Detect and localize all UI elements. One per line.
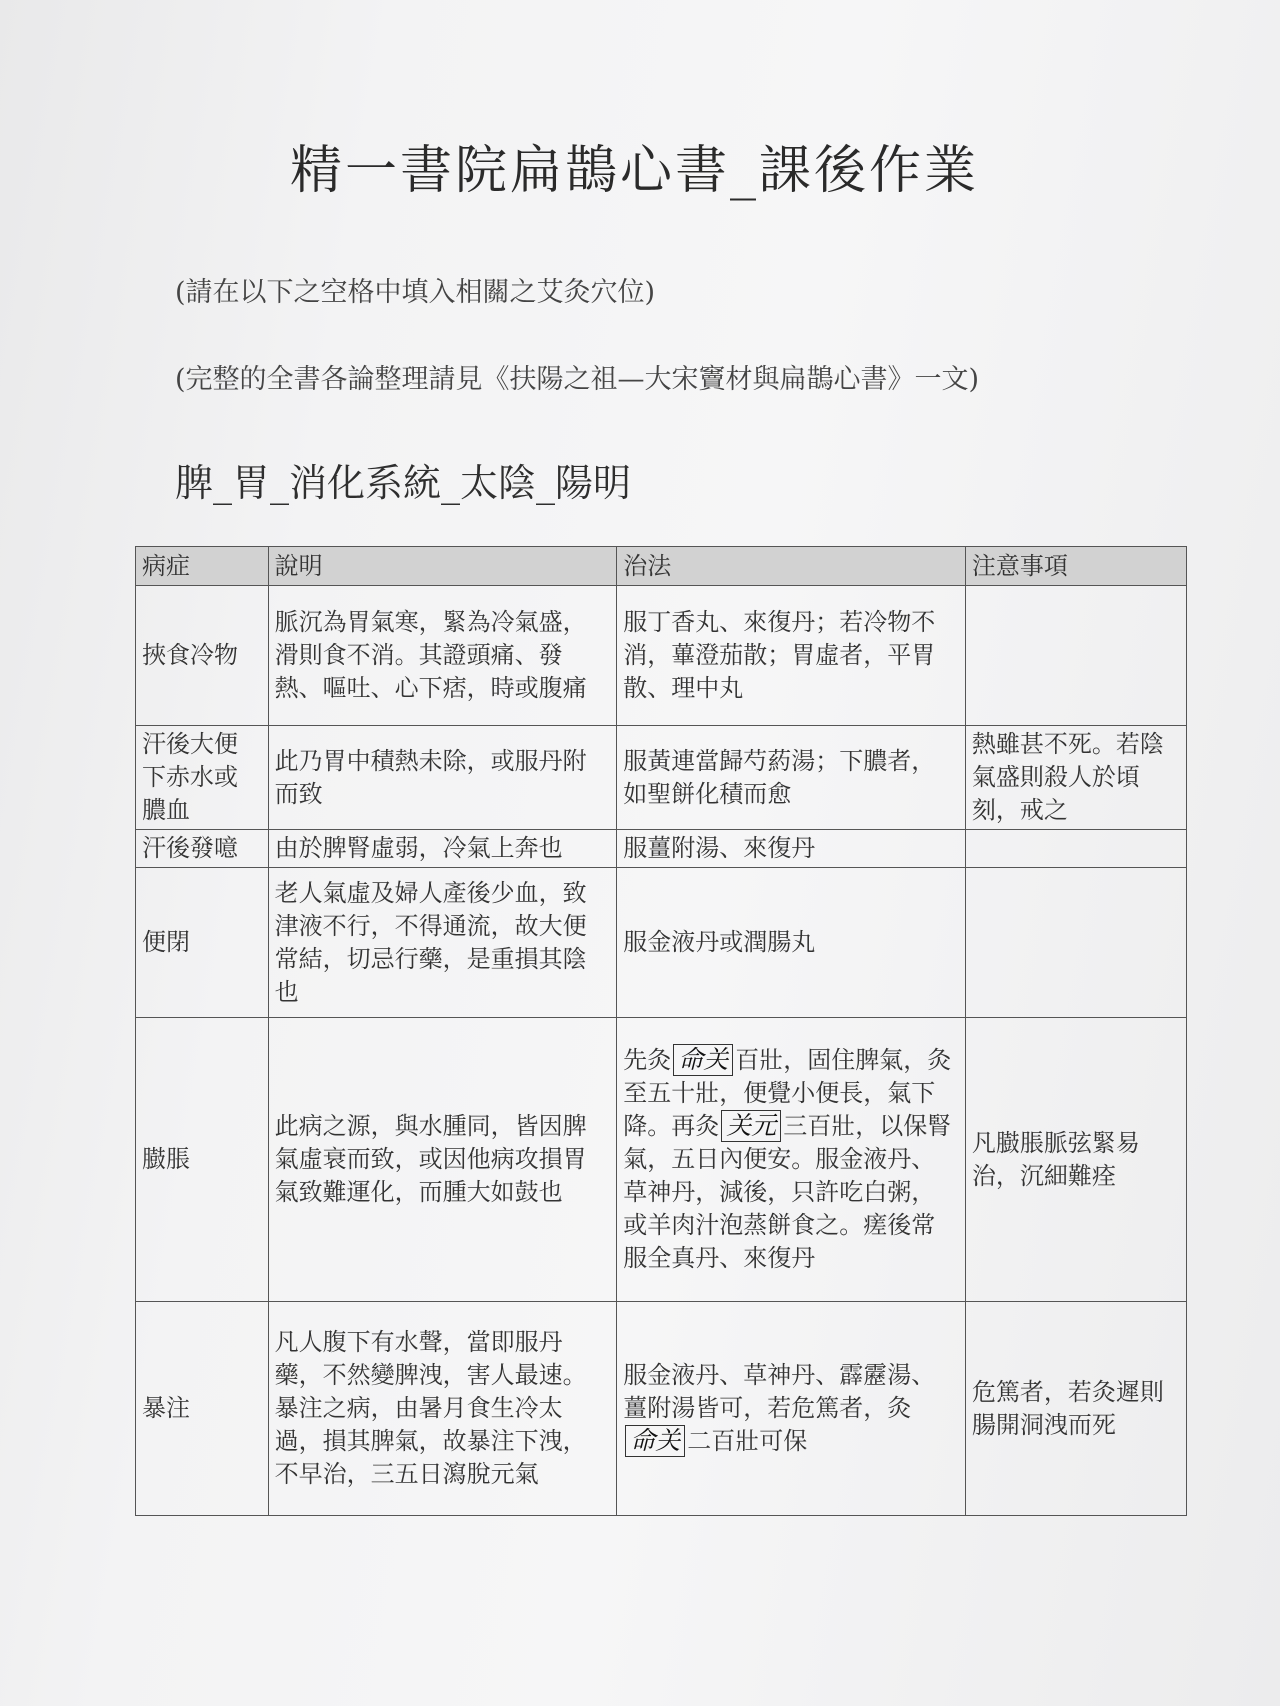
description-cell: 老人氣虛及婦人產後少血，致津液不行，不得通流，故大便常結，切忌行藥，是重損其陰也 (268, 868, 617, 1018)
treatment-cell: 服金液丹或潤腸丸 (617, 868, 966, 1018)
description-cell: 此病之源，與水腫同，皆因脾氣虛衰而致，或因他病攻損胃氣致難運化，而腫大如鼓也 (268, 1018, 617, 1302)
instruction-reference: (完整的全書各論整理請見《扶陽之祖—大宋竇材與扁鵲心書》一文) (175, 364, 980, 395)
treatment-cell (617, 1018, 966, 1302)
table-row (136, 868, 1187, 1018)
treatment-cell (617, 1302, 966, 1516)
notes-cell: 凡臌脹脈弦緊易治，沉細難痊 (965, 1018, 1186, 1302)
table-row (136, 1018, 1187, 1302)
notes-cell: 熱雖甚不死。若陰氣盛則殺人於頃刻，戒之 (965, 726, 1186, 830)
description-cell: 凡人腹下有水聲，當即服丹藥，不然變脾洩，害人最速。暴注之病，由暑月食生冷太過，損其脾氣，故暴注下洩，不早治，三五日瀉脫元氣 (268, 1302, 617, 1516)
notes-cell[interactable] (965, 586, 1186, 726)
disease-cell: 暴注 (136, 1302, 269, 1516)
header-notes: 注意事項 (965, 547, 1186, 586)
acupoint-answer-box[interactable]: 关元 (721, 1110, 781, 1142)
description-cell: 此乃胃中積熱未除，或服丹附而致 (268, 726, 617, 830)
header-disease: 病症 (136, 547, 269, 586)
notes-cell[interactable] (965, 868, 1186, 1018)
disease-cell: 便閉 (136, 868, 269, 1018)
treatment-cell: 服薑附湯、來復丹 (617, 830, 966, 868)
header-description: 說明 (268, 547, 617, 586)
disease-cell: 汗後發噫 (136, 830, 269, 868)
header-treatment: 治法 (617, 547, 966, 586)
acupoint-answer-box[interactable]: 命关 (673, 1044, 733, 1076)
acupoint-answer-box[interactable]: 命关 (625, 1425, 685, 1457)
notes-cell: 危篤者，若灸遲則腸開洞洩而死 (965, 1302, 1186, 1516)
treatment-text: 三百壯，以保腎氣，五日內便安。服金液丹、草神丹，減後，只許吃白粥，或羊肉汁泡蒸餅食之。瘥後常服全真丹、來復丹 (623, 1112, 952, 1272)
treatment-text: 先灸 (623, 1046, 672, 1074)
treatment-text: 二百壯可保 (687, 1427, 808, 1455)
table-header-row (136, 547, 1187, 586)
table-row (136, 726, 1187, 830)
disease-cell: 臌脹 (136, 1018, 269, 1302)
table-row (136, 1302, 1187, 1516)
treatment-cell: 服黃連當歸芍葯湯；下膿者，如聖餅化積而愈 (617, 726, 966, 830)
table-row (136, 586, 1187, 726)
section-title: 脾_胃_消化系統_太陰_陽明 (175, 461, 632, 505)
instruction-fill-in: (請在以下之空格中填入相關之艾灸穴位) (175, 277, 656, 308)
disease-cell: 挾食冷物 (136, 586, 269, 726)
treatment-text: 服金液丹、草神丹、霹靂湯、薑附湯皆可，若危篤者，灸 (623, 1361, 936, 1422)
page-title: 精一書院扁鵲心書_課後作業 (290, 141, 980, 201)
disease-cell: 汗後大便下赤水或膿血 (136, 726, 269, 830)
treatment-text: 百壯，固住脾氣，灸至五十壯，便覺小便長，氣下降。再灸 (623, 1046, 952, 1140)
treatment-cell: 服丁香丸、來復丹；若冷物不消，蓽澄茄散；胃虛者，平胃散、理中丸 (617, 586, 966, 726)
homework-table (135, 546, 1187, 1516)
description-cell: 由於脾腎虛弱，冷氣上奔也 (268, 830, 617, 868)
description-cell: 脈沉為胃氣寒，緊為冷氣盛，滑則食不消。其證頭痛、發熱、嘔吐、心下痞，時或腹痛 (268, 586, 617, 726)
notes-cell[interactable] (965, 830, 1186, 868)
table-row (136, 830, 1187, 868)
